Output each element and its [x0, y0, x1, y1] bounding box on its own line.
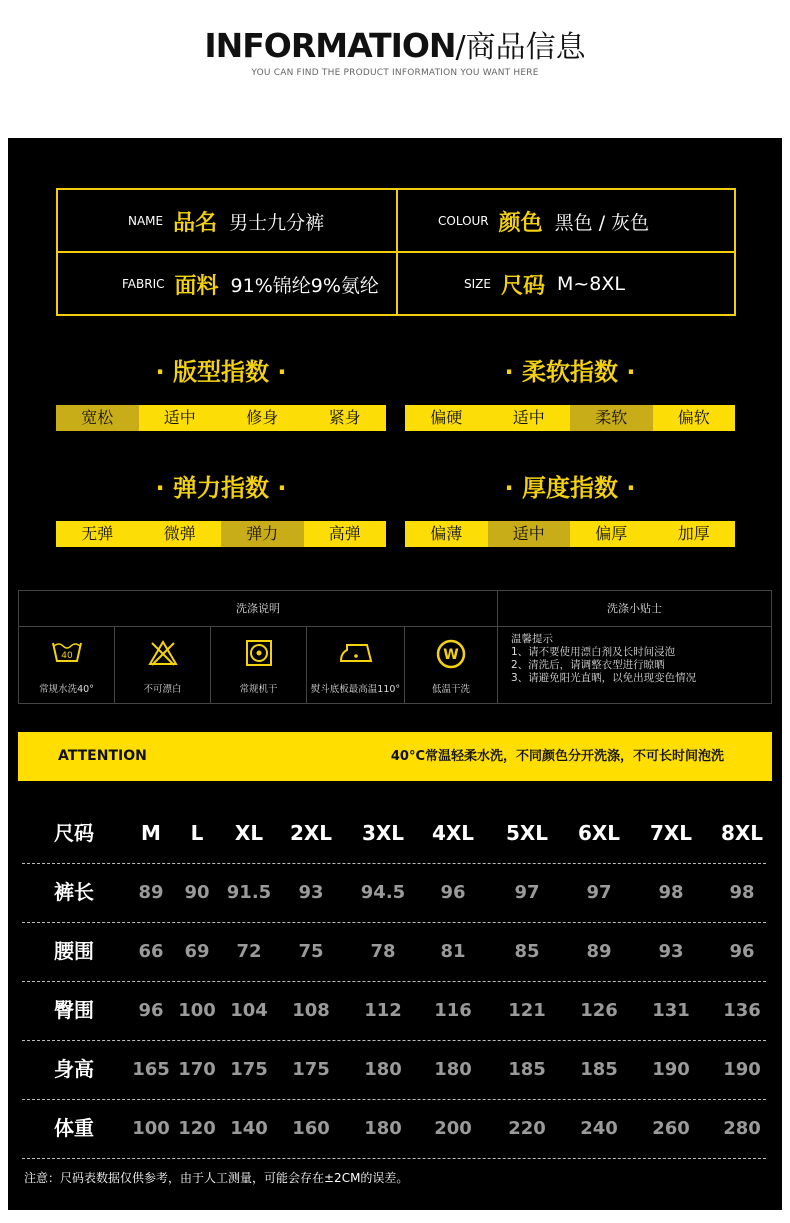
size-header-cell: 5XL — [505, 821, 549, 845]
attention-text: 40°C常温轻柔水洗，不同颜色分开洗涤，不可长时间泡洗 — [390, 749, 724, 764]
size-cell: 96 — [138, 1000, 164, 1021]
soft-index-title: · 柔软指数 · — [504, 358, 636, 386]
name-label-en: NAME — [128, 214, 164, 228]
size-cell: 131 — [652, 1000, 690, 1021]
index-option: 紧身 — [304, 405, 387, 431]
wash-item — [307, 627, 405, 703]
size-row-label: 身高 — [54, 1057, 94, 1081]
wash-item — [19, 627, 115, 703]
size-cell: 93 — [298, 882, 324, 903]
no-bleach-icon — [148, 639, 178, 667]
wash-item — [211, 627, 307, 703]
size-header-cell: L — [190, 821, 204, 845]
size-cell: 94.5 — [360, 882, 406, 903]
elastic-index-bar — [56, 521, 386, 547]
iron-icon — [337, 639, 375, 665]
size-cell: 260 — [652, 1118, 690, 1139]
wash-label: 不可漂白 — [143, 684, 182, 695]
info-grid — [56, 188, 736, 316]
size-header-cell: 4XL — [431, 821, 475, 845]
size-cell: 81 — [440, 941, 466, 962]
size-cell: 100 — [178, 1000, 216, 1021]
size-label-zh: 尺码 — [500, 273, 545, 299]
size-cell: 104 — [230, 1000, 268, 1021]
size-cell: 91.5 — [226, 882, 272, 903]
size-cell: 180 — [364, 1059, 402, 1080]
wash-item — [405, 627, 498, 703]
size-cell: 108 — [292, 1000, 330, 1021]
info-size — [464, 253, 625, 315]
index-option: 弹力 — [221, 521, 304, 547]
size-row-label: 裤长 — [54, 880, 94, 904]
index-option: 加厚 — [653, 521, 736, 547]
size-cell: 175 — [292, 1059, 330, 1080]
wash-header-right: 洗涤小贴士 — [498, 591, 771, 627]
size-header-cell: 3XL — [361, 821, 405, 845]
index-option: 微弹 — [139, 521, 222, 547]
size-cell: 240 — [580, 1118, 618, 1139]
size-note: 注意：尺码表数据仅供参考，由于人工测量，可能会存在±2CM的误差。 — [24, 1171, 409, 1185]
size-cell: 170 — [178, 1059, 216, 1080]
size-header-cell: 2XL — [289, 821, 333, 845]
dry-clean-icon — [436, 639, 466, 669]
index-option: 修身 — [221, 405, 304, 431]
size-label-en: SIZE — [464, 277, 491, 291]
size-cell: 66 — [138, 941, 164, 962]
size-cell: 90 — [184, 882, 210, 903]
size-cell: 120 — [178, 1118, 216, 1139]
size-row — [22, 863, 766, 922]
title-zh: /商品信息 — [455, 30, 586, 65]
wash-section — [18, 590, 772, 704]
size-cell: 89 — [138, 882, 164, 903]
index-option: 宽松 — [56, 405, 139, 431]
info-colour — [438, 190, 649, 252]
index-option: 偏厚 — [570, 521, 653, 547]
size-header-row — [22, 804, 766, 863]
size-cell: 78 — [370, 941, 396, 962]
wash-label: 低温干洗 — [431, 684, 470, 695]
size-cell: 185 — [580, 1059, 618, 1080]
index-option: 柔软 — [570, 405, 653, 431]
svg-text:W: W — [443, 647, 459, 663]
tip-line: 3、请避免阳光直晒，以免出现变色情况 — [511, 672, 697, 684]
size-row — [22, 1040, 766, 1099]
size-cell: 89 — [586, 941, 612, 962]
size-cell: 97 — [586, 882, 612, 903]
index-option: 适中 — [488, 521, 571, 547]
attention-bar — [18, 732, 772, 781]
size-cell: 98 — [729, 882, 755, 903]
fabric-label-zh: 面料 — [174, 273, 219, 299]
index-option: 偏硬 — [405, 405, 488, 431]
size-value: M~8XL — [556, 273, 625, 295]
index-option: 偏软 — [653, 405, 736, 431]
fabric-label-en: FABRIC — [122, 277, 165, 291]
index-option: 适中 — [139, 405, 222, 431]
index-option: 高弹 — [304, 521, 387, 547]
wash-40-icon — [51, 639, 83, 665]
size-cell: 185 — [508, 1059, 546, 1080]
size-cell: 190 — [723, 1059, 761, 1080]
size-header-cell: M — [141, 821, 161, 845]
size-cell: 220 — [508, 1118, 546, 1139]
name-value: 男士九分裤 — [229, 211, 325, 234]
colour-label-zh: 颜色 — [498, 210, 543, 236]
thick-index-bar — [405, 521, 735, 547]
tumble-dry-icon — [245, 639, 273, 667]
size-cell: 116 — [434, 1000, 472, 1021]
tip-line: 2、清洗后，请调整衣型进行晾晒 — [511, 659, 665, 671]
page-header — [0, 0, 790, 138]
tip-line: 1、请不要使用漂白剂及长时间浸泡 — [511, 646, 676, 658]
fabric-value: 91%锦纶9%氨纶 — [230, 274, 379, 297]
row-divider — [22, 1158, 766, 1159]
tip-line: 温馨提示 — [511, 633, 553, 645]
size-cell: 190 — [652, 1059, 690, 1080]
colour-label-en: COLOUR — [438, 214, 489, 228]
title-en: INFORMATION — [204, 26, 456, 65]
size-row — [22, 981, 766, 1040]
size-cell: 280 — [723, 1118, 761, 1139]
size-cell: 100 — [132, 1118, 170, 1139]
size-header-label: 尺码 — [54, 821, 94, 845]
wash-item — [115, 627, 211, 703]
page-title — [0, 22, 790, 66]
size-cell: 85 — [514, 941, 540, 962]
wash-label: 常规水洗40° — [39, 684, 94, 695]
size-cell: 180 — [364, 1118, 402, 1139]
size-header-cell: 6XL — [577, 821, 621, 845]
svg-text:40: 40 — [60, 651, 73, 661]
wash-label: 常规机干 — [239, 684, 278, 695]
size-cell: 165 — [132, 1059, 170, 1080]
size-cell: 140 — [230, 1118, 268, 1139]
size-cell: 180 — [434, 1059, 472, 1080]
index-option: 适中 — [488, 405, 571, 431]
size-cell: 121 — [508, 1000, 546, 1021]
size-row-label: 体重 — [54, 1116, 94, 1140]
wash-label: 熨斗底板最高温110° — [310, 684, 401, 695]
name-label-zh: 品名 — [173, 210, 218, 236]
size-cell: 112 — [364, 1000, 402, 1021]
size-cell: 75 — [298, 941, 324, 962]
fit-index-bar — [56, 405, 386, 431]
size-header-cell: 8XL — [720, 821, 764, 845]
thick-index-title: · 厚度指数 · — [504, 474, 636, 502]
info-fabric — [122, 253, 379, 315]
index-option: 无弹 — [56, 521, 139, 547]
wash-tips — [511, 633, 771, 685]
info-name — [128, 190, 324, 252]
size-cell: 97 — [514, 882, 540, 903]
colour-value: 黑色 / 灰色 — [554, 211, 650, 234]
size-cell: 98 — [658, 882, 684, 903]
attention-label: ATTENTION — [58, 748, 147, 764]
size-header-cell: XL — [234, 821, 264, 845]
size-cell: 136 — [723, 1000, 761, 1021]
elastic-index-title: · 弹力指数 · — [155, 474, 287, 502]
size-cell: 96 — [440, 882, 466, 903]
wash-header-left: 洗涤说明 — [19, 591, 498, 627]
size-cell: 200 — [434, 1118, 472, 1139]
size-cell: 69 — [184, 941, 210, 962]
fit-index-title: · 版型指数 · — [155, 358, 287, 386]
size-row-label: 臀围 — [54, 998, 94, 1022]
size-row — [22, 1099, 766, 1158]
size-row — [22, 922, 766, 981]
size-row-label: 腰围 — [54, 939, 94, 963]
size-cell: 126 — [580, 1000, 618, 1021]
size-cell: 96 — [729, 941, 755, 962]
index-option: 偏薄 — [405, 521, 488, 547]
size-header-cell: 7XL — [649, 821, 693, 845]
size-cell: 160 — [292, 1118, 330, 1139]
size-cell: 72 — [236, 941, 262, 962]
product-panel — [8, 138, 782, 1210]
soft-index-bar — [405, 405, 735, 431]
page-subtitle: YOU CAN FIND THE PRODUCT INFORMATION YOU WANT HERE — [251, 68, 539, 78]
size-cell: 93 — [658, 941, 684, 962]
size-cell: 175 — [230, 1059, 268, 1080]
